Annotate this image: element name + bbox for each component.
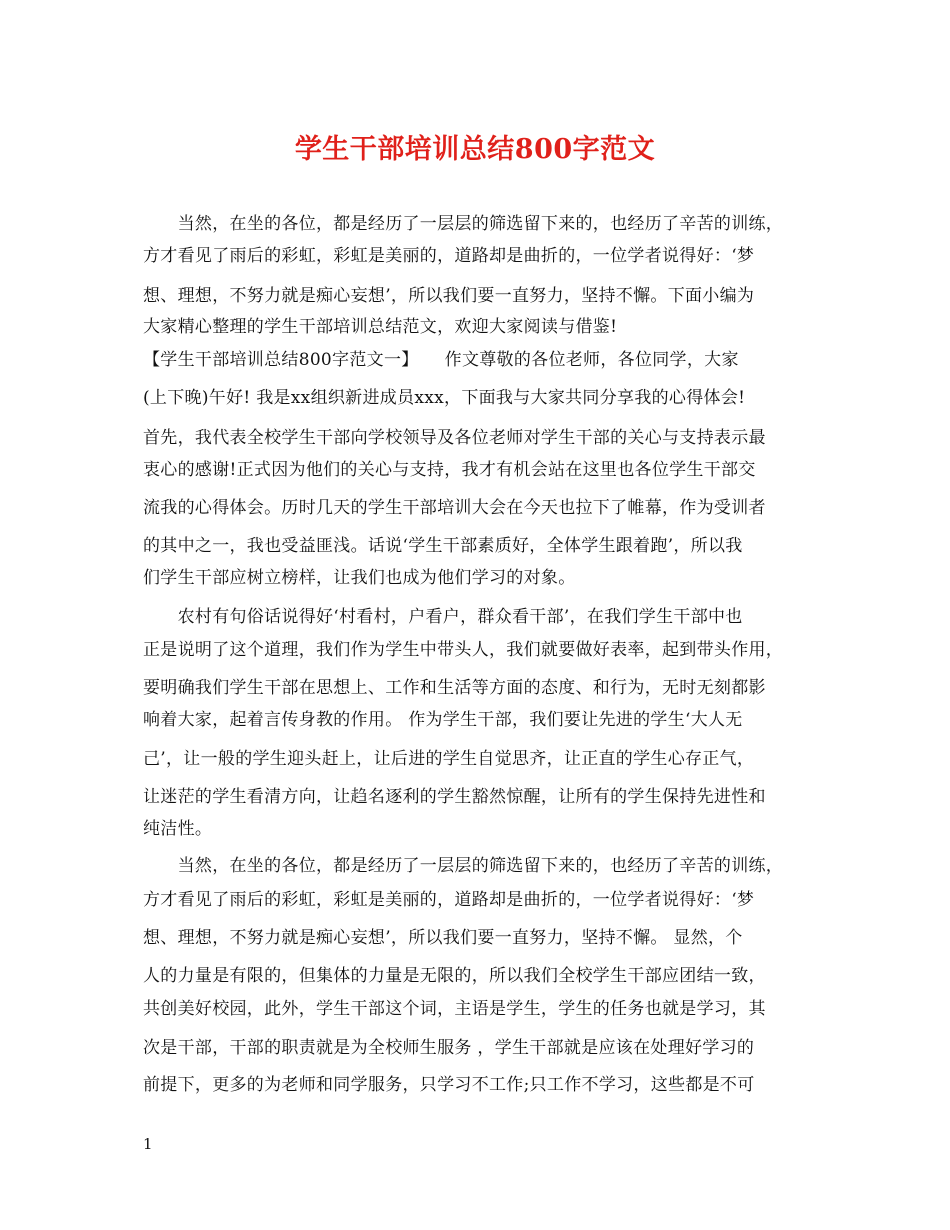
body-line: 大家精心整理的学生干部培训总结范文，欢迎大家阅读与借鉴! bbox=[143, 317, 618, 337]
body-line: 让迷茫的学生看清方向，让趋名逐利的学生豁然惊醒，让所有的学生保持先进性和 bbox=[143, 787, 766, 807]
body-line: 次是干部，干部的职责就是为全校师生服务 ，学生干部就是应该在处理好学习的 bbox=[143, 1038, 755, 1058]
body-line: 流我的心得体会。历时几天的学生干部培训大会在今天也拉下了帷幕，作为受训者 bbox=[143, 498, 766, 518]
body-line: 方才看见了雨后的彩虹，彩虹是美丽的，道路却是曲折的，一位学者说得好：‘梦 bbox=[143, 246, 755, 266]
page-number: 1 bbox=[143, 1135, 153, 1153]
body-line: 正是说明了这个道理，我们作为学生中带头人，我们就要做好表率，起到带头作用， bbox=[143, 640, 784, 660]
document-title: 学生干部培训总结800字范文 bbox=[294, 134, 656, 165]
body-line: 【学生干部培训总结800字范文一】 作文尊敬的各位老师，各位同学，大家 bbox=[143, 350, 739, 370]
body-line: 共创美好校园，此外，学生干部这个词，主语是学生，学生的任务也就是学习，其 bbox=[143, 999, 766, 1019]
body-line: 响着大家，起着言传身教的作用。 作为学生干部，我们要让先进的学生‘大人无 bbox=[143, 710, 743, 730]
body-line: 人的力量是有限的，但集体的力量是无限的，所以我们全校学生干部应团结一致， bbox=[143, 966, 766, 986]
body-line: (上下晚)午好! 我是xx组织新进成员xxx，下面我与大家共同分享我的心得体会! bbox=[143, 388, 746, 408]
body-line: 想、理想，不努力就是痴心妄想’，所以我们要一直努力，坚持不懈。下面小编为 bbox=[143, 286, 755, 306]
body-line: 想、理想，不努力就是痴心妄想’，所以我们要一直努力，坚持不懈。 显然，个 bbox=[143, 928, 743, 948]
body-line: 的其中之一，我也受益匪浅。话说‘学生干部素质好，全体学生跟着跑’，所以我 bbox=[143, 536, 743, 556]
body-line: 要明确我们学生干部在思想上、工作和生活等方面的态度、和行为，无时无刻都影 bbox=[143, 678, 766, 698]
body-line: 纯洁性。 bbox=[143, 819, 213, 839]
body-line: 方才看见了雨后的彩虹，彩虹是美丽的，道路却是曲折的，一位学者说得好：‘梦 bbox=[143, 890, 755, 910]
body-line: 农村有句俗话说得好‘村看村，户看户，群众看干部’，在我们学生干部中也 bbox=[143, 607, 743, 627]
body-line: 前提下，更多的为老师和同学服务，只学习不工作;只工作不学习，这些都是不可 bbox=[143, 1075, 755, 1095]
body-line: 首先，我代表全校学生干部向学校领导及各位老师对学生干部的关心与支持表示最 bbox=[143, 428, 766, 448]
body-line: 己’，让一般的学生迎头赶上，让后进的学生自觉思齐，让正直的学生心存正气， bbox=[143, 749, 755, 769]
body-line: 当然，在坐的各位，都是经历了一层层的筛选留下来的，也经历了辛苦的训练， bbox=[143, 214, 784, 234]
body-line: 们学生干部应树立榜样，让我们也成为他们学习的对象。 bbox=[143, 568, 576, 588]
body-line: 当然，在坐的各位，都是经历了一层层的筛选留下来的，也经历了辛苦的训练， bbox=[143, 856, 784, 876]
body-line: 衷心的感谢!正式因为他们的关心与支持，我才有机会站在这里也各位学生干部交 bbox=[143, 460, 756, 480]
